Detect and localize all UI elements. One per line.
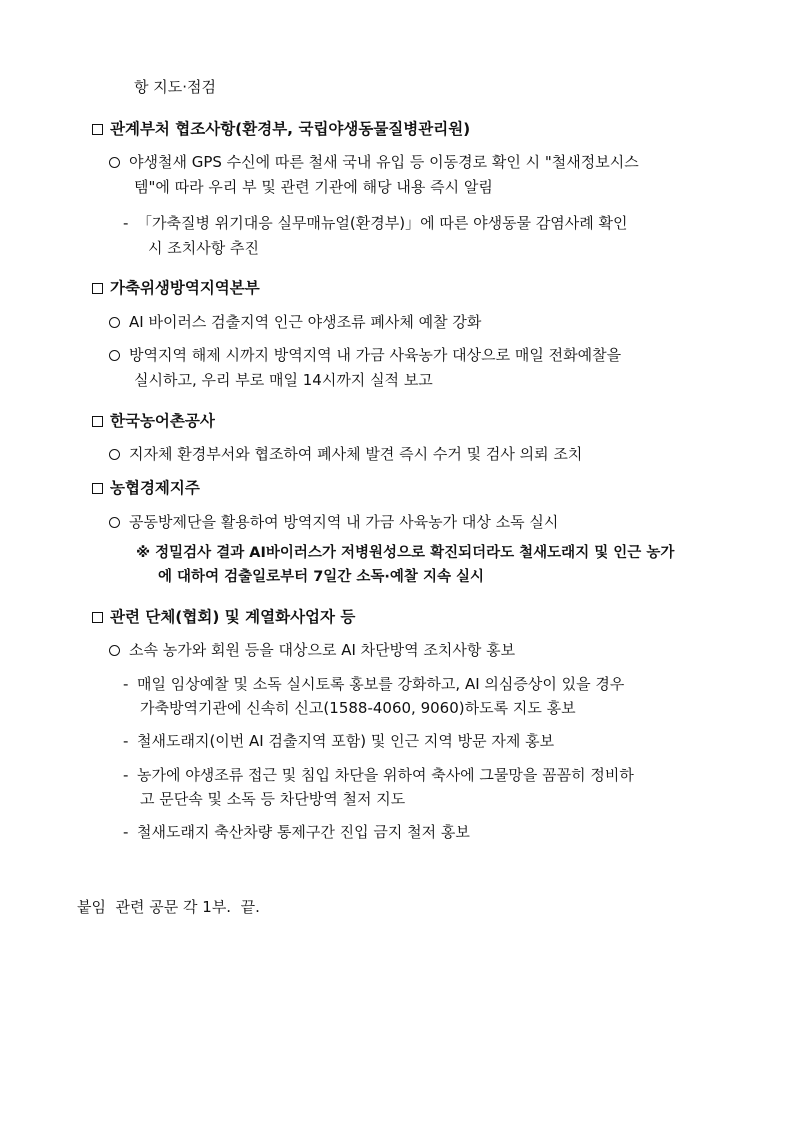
dash-marker: - (123, 823, 129, 841)
circle-bullet-icon (109, 157, 120, 168)
section-heading-text: 관련 단체(협회) 및 계열화사업자 등 (110, 608, 356, 626)
section-heading-text: 관계부처 협조사항(환경부, 국립야생동물질병관리원) (110, 120, 471, 138)
checkbox-square-icon (92, 283, 103, 294)
bullet-text: 공동방제단을 활용하여 방역지역 내 가금 사육농가 대상 소독 실시 (129, 513, 559, 531)
circle-bullet-icon (109, 645, 120, 656)
checkbox-square-icon (92, 416, 103, 427)
circle-bullet-icon (109, 350, 120, 361)
bullet-continuation: 실시하고, 우리 부로 매일 14시까지 실적 보고 (134, 371, 433, 389)
dash-text: 철새도래지 축산차량 통제구간 진입 금지 철저 홍보 (137, 823, 470, 841)
dash-marker: - (123, 732, 129, 750)
circle-bullet-icon (109, 449, 120, 460)
dash-marker: - (123, 766, 129, 784)
attachment-line: 붙임 관련 공문 각 1부. 끝. (77, 898, 260, 916)
bullet-item (109, 444, 582, 464)
dash-item (123, 213, 628, 233)
circle-bullet-icon (109, 517, 120, 528)
checkbox-square-icon (92, 124, 103, 135)
section-heading-hq (92, 278, 260, 298)
bullet-item (109, 152, 639, 172)
continued-line: 항 지도·점검 (134, 78, 216, 96)
bullet-text: 방역지역 해제 시까지 방역지역 내 가금 사육농가 대상으로 매일 전화예찰을 (129, 346, 622, 364)
dash-item (123, 674, 624, 694)
checkbox-square-icon (92, 483, 103, 494)
dash-item (123, 731, 554, 751)
bullet-item (109, 640, 515, 660)
bullet-text: AI 바이러스 검출지역 인근 야생조류 폐사체 예찰 강화 (129, 313, 482, 331)
bullet-item (109, 312, 481, 332)
checkbox-square-icon (92, 612, 103, 623)
section-heading-associations (92, 607, 355, 627)
dash-text: 철새도래지(이번 AI 검출지역 포함) 및 인근 지역 방문 자제 홍보 (137, 732, 555, 750)
dash-marker: - (123, 675, 129, 693)
dash-continuation: 가축방역기관에 신속히 신고(1588-4060, 9060)하도록 지도 홍보 (140, 699, 576, 717)
dash-continuation: 고 문단속 및 소독 등 차단방역 철저 지도 (140, 790, 406, 808)
dash-marker: - (123, 214, 129, 232)
section-heading-text: 한국농어촌공사 (110, 412, 215, 430)
circle-bullet-icon (109, 317, 120, 328)
section-heading-nh (92, 478, 200, 498)
dash-item (123, 765, 634, 785)
note-continuation: 에 대하여 검출일로부터 7일간 소독·예찰 지속 실시 (158, 569, 485, 585)
section-heading-text: 가축위생방역지역본부 (110, 279, 260, 297)
dash-item (123, 822, 470, 842)
bullet-text: 소속 농가와 회원 등을 대상으로 AI 차단방역 조치사항 홍보 (129, 641, 516, 659)
bullet-continuation: 템"에 따라 우리 부 및 관련 기관에 해당 내용 즉시 알림 (134, 178, 493, 196)
bullet-item (109, 345, 621, 365)
bullet-item (109, 512, 558, 532)
section-heading-text: 농협경제지주 (110, 479, 200, 497)
note-line: ※ 정밀검사 결과 AI바이러스가 저병원성으로 확진되더라도 철새도래지 및 인근 농가 (136, 545, 675, 561)
dash-text: 「가축질병 위기대응 실무매뉴얼(환경부)」에 따른 야생동물 감염사례 확인 (137, 214, 628, 232)
dash-continuation: 시 조치사항 추진 (148, 239, 259, 257)
section-heading-krc (92, 411, 215, 431)
dash-text: 농가에 야생조류 접근 및 침입 차단을 위하여 축사에 그물망을 꼼꼼히 정비하 (137, 766, 634, 784)
section-heading-ministries (92, 119, 470, 139)
bullet-text: 야생철새 GPS 수신에 따른 철새 국내 유입 등 이동경로 확인 시 "철새정보시스 (129, 153, 639, 171)
bullet-text: 지자체 환경부서와 협조하여 폐사체 발견 즉시 수거 및 검사 의뢰 조치 (129, 445, 583, 463)
dash-text: 매일 임상예찰 및 소독 실시토록 홍보를 강화하고, AI 의심증상이 있을 경우 (137, 675, 625, 693)
